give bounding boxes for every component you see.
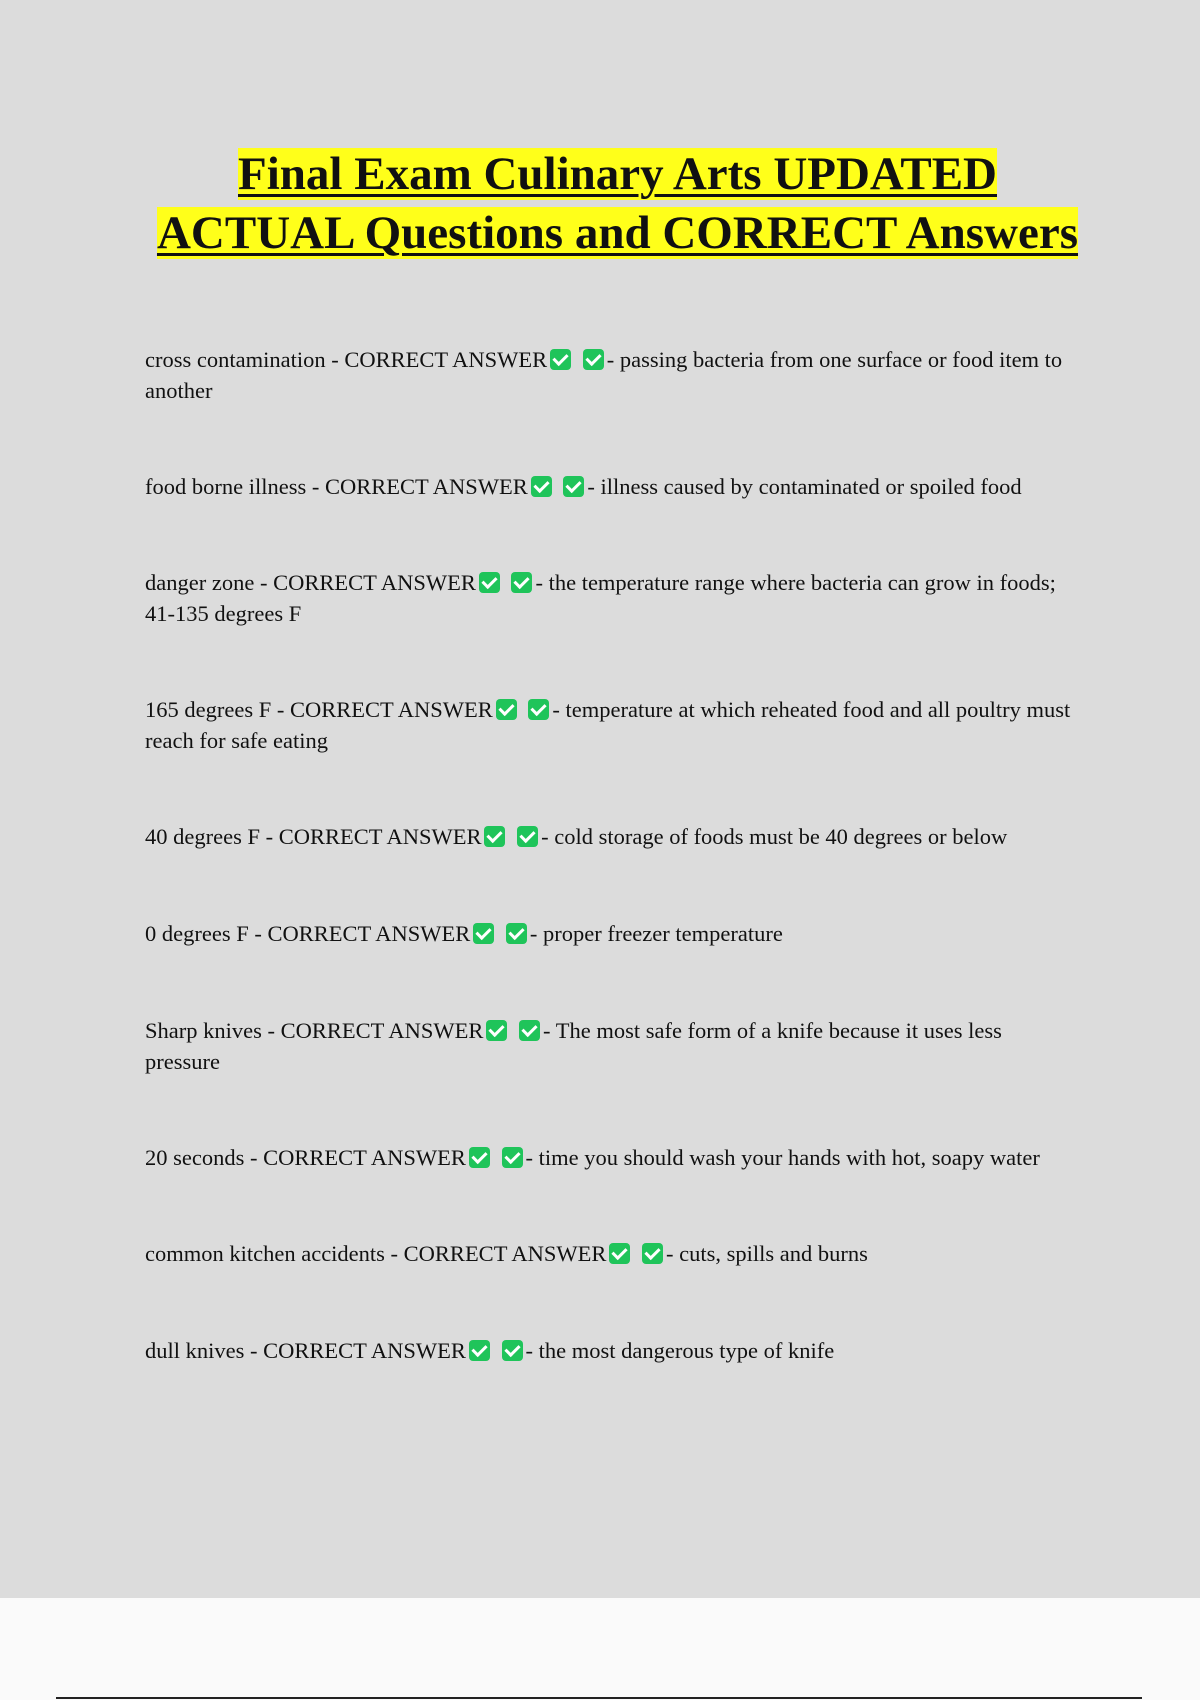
checkmark-box-icon (469, 1147, 490, 1168)
qa-entry: dull knives - CORRECT ANSWER - the most dangerous type of knife (145, 1338, 835, 1363)
answer-marker: CORRECT ANSWER (324, 474, 528, 499)
checkmark-box-icon (473, 923, 494, 944)
qa-entry: 165 degrees F - CORRECT ANSWER - temperature at which reheated food and all poultry must reach for safe eating (145, 697, 1071, 753)
entry-term: 165 degrees F (145, 697, 272, 722)
checkmark-box-icon (502, 1340, 523, 1361)
title-text: Final Exam Culinary Arts UPDATED ACTUAL Questions and CORRECT Answers (156, 148, 1079, 259)
answer-marker: CORRECT ANSWER (280, 1018, 484, 1043)
qa-entry: danger zone - CORRECT ANSWER - the temperature range where bacteria can grow in foods; 41-135 degrees F (145, 570, 1056, 626)
answer-marker: CORRECT ANSWER (278, 824, 482, 849)
qa-entry: Sharp knives - CORRECT ANSWER - The most safe form of a knife because it uses less pressure (145, 1018, 1002, 1074)
entry-definition: illness caused by contaminated or spoiled food (600, 474, 1022, 499)
entry-term: common kitchen accidents (145, 1241, 385, 1266)
answer-marker: CORRECT ANSWER (263, 1338, 466, 1363)
checkmark-box-icon (469, 1340, 490, 1361)
entry-definition: cold storage of foods must be 40 degrees or below (554, 824, 1008, 849)
entry-term: 0 degrees F (145, 921, 249, 946)
qa-entry: 20 seconds - CORRECT ANSWER - time you should wash your hands with hot, soapy water (145, 1145, 1040, 1170)
qa-entry: 0 degrees F - CORRECT ANSWER - proper freezer temperature (145, 921, 783, 946)
checkmark-box-icon (583, 349, 604, 370)
answer-marker: CORRECT ANSWER (263, 1145, 466, 1170)
entry-definition: proper freezer temperature (542, 921, 783, 946)
entry-definition: the most dangerous type of knife (538, 1338, 835, 1363)
qa-entry: food borne illness - CORRECT ANSWER - illness caused by contaminated or spoiled food (145, 474, 1022, 499)
entry-term: cross contamination (145, 347, 326, 372)
entry-definition: passing bacteria from one surface or food item to another (145, 347, 1063, 403)
entry-term: food borne illness (145, 474, 307, 499)
checkmark-box-icon (550, 349, 571, 370)
entry-definition: time you should wash your hands with hot, soapy water (538, 1145, 1040, 1170)
checkmark-box-icon (486, 1020, 507, 1041)
answer-marker: CORRECT ANSWER (267, 921, 471, 946)
entry-term: 20 seconds (145, 1145, 245, 1170)
checkmark-box-icon (502, 1147, 523, 1168)
checkmark-box-icon (511, 572, 532, 593)
checkmark-box-icon (506, 923, 527, 944)
qa-list (145, 344, 1080, 1366)
checkmark-box-icon (484, 826, 505, 847)
page-title (145, 145, 1090, 263)
entry-term: Sharp knives (145, 1018, 262, 1043)
entry-definition: The most safe form of a knife because it uses less pressure (145, 1018, 1002, 1074)
footer-divider (56, 1697, 1142, 1699)
answer-marker: CORRECT ANSWER (344, 347, 548, 372)
checkmark-box-icon (563, 476, 584, 497)
entry-definition: cuts, spills and burns (679, 1241, 868, 1266)
checkmark-box-icon (528, 699, 549, 720)
qa-entry: common kitchen accidents - CORRECT ANSWER - cuts, spills and burns (145, 1241, 868, 1266)
qa-entry: 40 degrees F - CORRECT ANSWER - cold storage of foods must be 40 degrees or below (145, 824, 1008, 849)
entry-term: 40 degrees F (145, 824, 260, 849)
entry-definition: temperature at which reheated food and all poultry must reach for safe eating (145, 697, 1071, 753)
answer-marker: CORRECT ANSWER (403, 1241, 607, 1266)
checkmark-box-icon (642, 1243, 663, 1264)
checkmark-box-icon (517, 826, 538, 847)
checkmark-box-icon (519, 1020, 540, 1041)
entry-definition: the temperature range where bacteria can grow in foods; 41-135 degrees F (145, 570, 1056, 626)
entry-term: dull knives (145, 1338, 245, 1363)
checkmark-box-icon (496, 699, 517, 720)
entry-term: danger zone (145, 570, 255, 595)
answer-marker: CORRECT ANSWER (273, 570, 476, 595)
checkmark-box-icon (609, 1243, 630, 1264)
qa-entry: cross contamination - CORRECT ANSWER - passing bacteria from one surface or food item to another (145, 347, 1063, 403)
checkmark-box-icon (479, 572, 500, 593)
answer-marker: CORRECT ANSWER (289, 697, 493, 722)
checkmark-box-icon (531, 476, 552, 497)
